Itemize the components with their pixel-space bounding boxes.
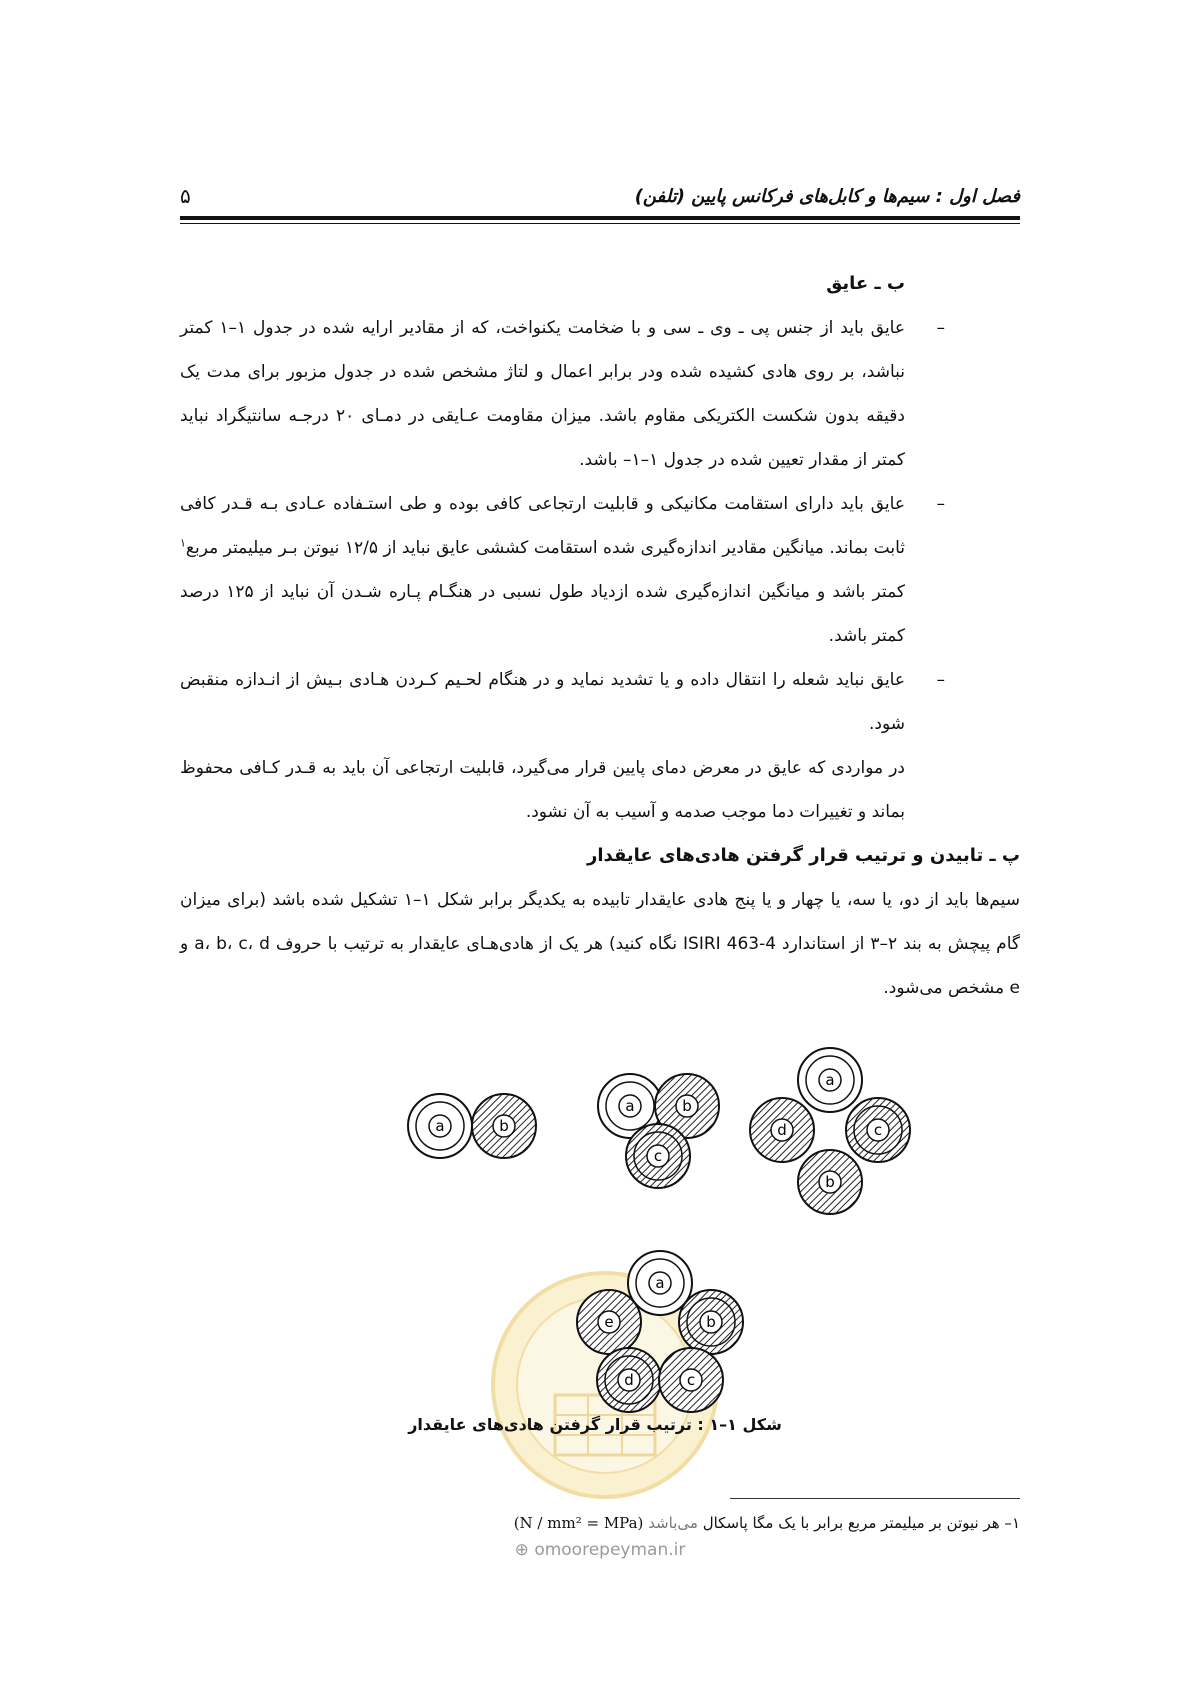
watermark-url — [490, 1540, 710, 1560]
label-a: a — [655, 1274, 665, 1292]
section-b-heading: ب ـ عایق — [826, 273, 905, 294]
chapter-title: فصل اول : سیم‌ها و کابل‌های فرکانس پایین (تلفن) — [634, 186, 1020, 207]
label-d: d — [624, 1371, 634, 1389]
footnote-rule — [730, 1498, 1020, 1499]
footnote-formula: (N / mm² = MPa) — [513, 1514, 644, 1532]
conductor-b — [679, 1290, 743, 1354]
label-c: c — [653, 1147, 663, 1165]
label-a: a — [435, 1117, 445, 1135]
conductor-b — [472, 1094, 536, 1158]
bullet-dash: – — [936, 318, 945, 338]
label-a: a — [825, 1071, 835, 1089]
conductor-c — [846, 1098, 910, 1162]
conductor-a — [798, 1048, 862, 1112]
label-b: b — [706, 1313, 716, 1331]
conductor-d — [750, 1098, 814, 1162]
section-p-heading: پ ـ تابیدن و ترتیب قرار گرفتن هادی‌های عایقدار — [587, 845, 1020, 866]
three-conductor-group — [598, 1074, 719, 1188]
footnote-text: ۱– هر نیوتن بر میلیمتر مربع برابر با یک مگا پاسکال — [702, 1514, 1020, 1532]
conductor-b — [798, 1150, 862, 1214]
bullet-dash: – — [936, 494, 945, 514]
globe-icon: ⊕ — [514, 1540, 529, 1560]
conductor-c — [659, 1348, 723, 1412]
bullet-text: عایق باید از جنس پی ـ وی ـ سی و با ضخامت یکنواخت، که از مقادیر ارایه شده در جدول ۱–۱ کمتر نباشد، بر روی هادی کشیده شده ودر برابر اعمال و لتاژ مشخص شده در جدول مزبور برای مدت یک دقیقه بدون شکست الکتریکی مقاوم باشد. میزان مقاومت عـایقی در دمـای ۲۰ درجـه سانتیگراد نباید کمتر از مقدار تعیین شده در جدول ۱–۱– باشد. — [180, 318, 905, 470]
conductor-arrangement-figure — [0, 1030, 1190, 1470]
label-b: b — [682, 1097, 692, 1115]
footnote-marker: ۱ — [180, 536, 186, 550]
footnote-gray-text: می‌باشد — [648, 1514, 698, 1532]
four-conductor-group — [750, 1048, 910, 1214]
body-text — [180, 262, 1021, 1010]
watermark-text: omoorepeyman.ir — [534, 1540, 686, 1560]
conductor-e — [577, 1290, 641, 1354]
two-conductor-group — [408, 1094, 536, 1158]
figure-caption: شکل ۱–۱ : ترتیب قرار گرفتن هادی‌های عایقدار — [408, 1415, 782, 1434]
label-c: c — [873, 1121, 883, 1139]
five-conductor-group — [577, 1251, 743, 1412]
bullet-text-tail: کمتر باشد و میانگین اندازه‌گیری شده ازدیاد طول نسبی در هنگـام پـاره شـدن آن نباید از ۱۲۵ درصد کمتر باشد. — [180, 582, 905, 646]
bullet-text: عایق باید دارای استقامت مکانیکی و قابلیت ارتجاعی کافی بوده و طی استـفاده عـادی بـه قـدر کافی ثابت بماند. میانگین مقادیر اندازه‌گیری شده استقامت کششی عایق نباید از ۱۲/۵ نیوتن بـر میلیمتر مربع — [180, 494, 905, 558]
label-e: e — [604, 1313, 614, 1331]
bullet-dash: – — [936, 670, 945, 690]
label-b: b — [499, 1117, 509, 1135]
header-rule-thin — [180, 223, 1020, 224]
section-p-paragraph: سیم‌ها باید از دو، یا سه، یا چهار و یا پنج هادی عایقدار تابیده به یکدیگر برابر شکل ۱–۱ تشکیل شده باشد (برای میزان گام پیچش به بند ۲–۳ از استاندارد ISIRI 463-4 نگاه کنید) هر یک از هادی‌هـای عایقدار به ترتیب با حروف a، b، c، d و e مشخص می‌شود. — [180, 890, 1021, 998]
page-number: ۵ — [180, 184, 191, 208]
page-header — [180, 180, 1020, 220]
conductor-c — [626, 1124, 690, 1188]
conductor-a — [628, 1251, 692, 1315]
label-d: d — [777, 1121, 787, 1139]
bullet-item — [180, 306, 945, 482]
section-b-paragraph: در مواردی که عایق در معرض دمای پایین قرار می‌گیرد، قابلیت ارتجاعی آن باید به قـدر کـافی محفوظ بماند و تغییرات دما موجب صدمه و آسیب به آن نشود. — [180, 758, 905, 822]
label-a: a — [625, 1097, 635, 1115]
conductor-a — [408, 1094, 472, 1158]
label-b: b — [825, 1173, 835, 1191]
footnote — [180, 1514, 1020, 1532]
bullet-item — [180, 658, 945, 746]
bullet-text: عایق نباید شعله را انتقال داده و یا تشدید نماید و در هنگام لحـیم کـردن هـادی بـیش از انـدازه منقبض شود. — [180, 670, 905, 734]
header-rule-thick — [180, 216, 1020, 220]
conductor-d — [597, 1348, 661, 1412]
label-c: c — [686, 1371, 696, 1389]
bullet-item — [180, 482, 945, 658]
